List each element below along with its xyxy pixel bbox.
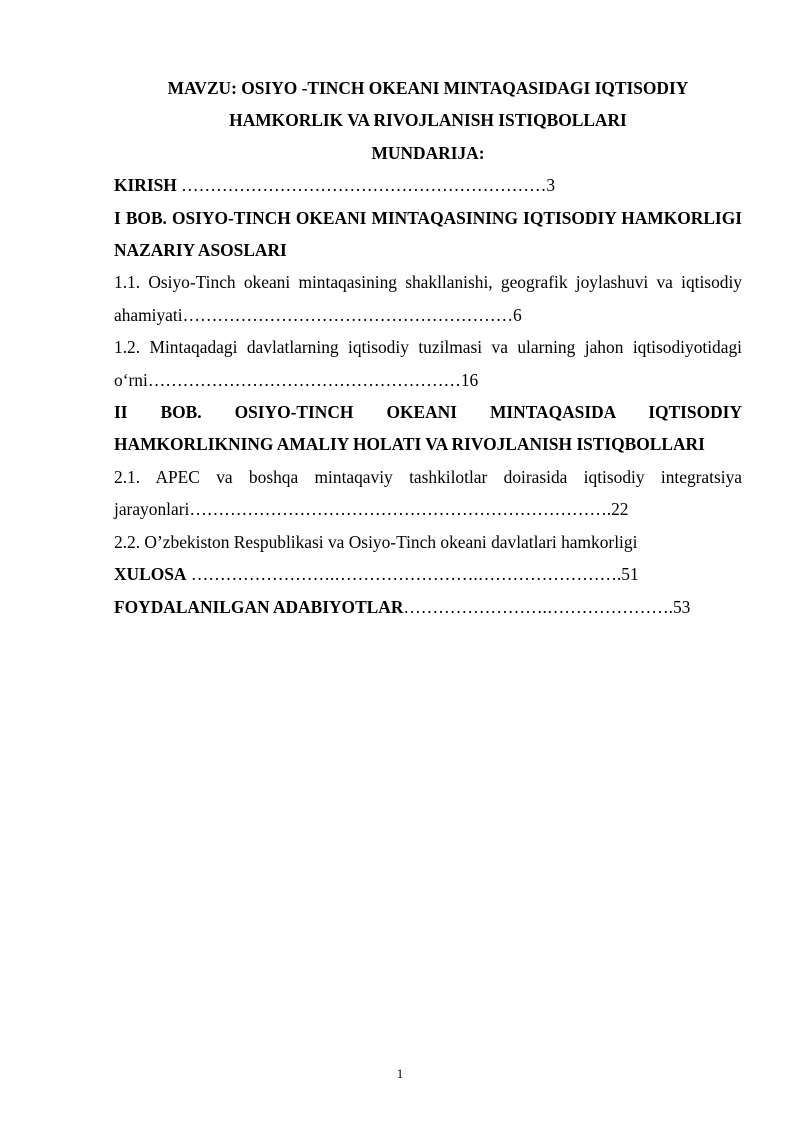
toc-entry-leader: ……………………………………………… bbox=[147, 369, 461, 390]
toc-entry-label: I BOB. OSIYO-TINCH OKEANI MINTAQASINING IQTISODIY HAMKORLIGI NAZARIY ASOSLARI bbox=[114, 207, 742, 261]
toc-heading: MUNDARIJA: bbox=[371, 142, 485, 163]
toc-entry-1-1 bbox=[114, 266, 742, 331]
toc-entry-page: 3 bbox=[546, 175, 556, 196]
toc-entry-xulosa bbox=[114, 558, 742, 590]
toc-entry-leader: ………………………………………………………………. bbox=[189, 499, 612, 520]
toc-entry-leader: …………………….…………………. bbox=[403, 596, 673, 617]
toc-entry-label: 2.1. APEC va boshqa mintaqaviy tashkilotlar doirasida iqtisodiy integratsiya jarayonlari bbox=[114, 466, 742, 520]
toc-entry-leader: ………………………………………………… bbox=[182, 304, 513, 325]
toc-entry-label: 2.2. O’zbekiston Respublikasi va Osiyo-Tinch okeani davlatlari hamkorligi bbox=[114, 531, 638, 552]
toc-entry-leader: ……………………………………………………… bbox=[176, 175, 547, 196]
toc-entry-page: 16 bbox=[460, 369, 479, 390]
toc-entry-2-1 bbox=[114, 461, 742, 526]
toc-entry-page: 53 bbox=[672, 596, 691, 617]
toc-entry-adabiyotlar bbox=[114, 591, 742, 623]
toc-entry-label: KIRISH bbox=[114, 175, 177, 196]
toc-entry-page: 51 bbox=[621, 564, 639, 585]
toc-entry-page: 22 bbox=[611, 499, 629, 520]
document-page bbox=[114, 72, 742, 623]
document-title-line-2: HAMKORLIK VA RIVOJLANISH ISTIQBOLLARI bbox=[229, 110, 627, 131]
toc-entry-label: XULOSA bbox=[114, 564, 187, 585]
toc-entry-leader: …………………….…………………….……………………. bbox=[186, 564, 622, 585]
toc-entry-label: 1.1. Osiyo-Tinch okeani mintaqasining shakllanishi, geografik joylashuvi va iqtisodiy ahamiyati bbox=[114, 272, 742, 325]
toc-entry-kirish bbox=[114, 169, 742, 201]
toc-entry-page: 6 bbox=[513, 304, 522, 325]
toc-entry-label: II BOB. OSIYO-TINCH OKEANI MINTAQASIDA IQTISODIY HAMKORLIKNING AMALIY HOLATI VA RIVOJLANISH ISTIQBOLLARI bbox=[114, 402, 742, 455]
toc-entry-label: FOYDALANILGAN ADABIYOTLAR bbox=[114, 596, 404, 617]
toc-entry-chapter-2 bbox=[114, 396, 742, 461]
page-number: 1 bbox=[396, 1066, 404, 1081]
toc-entry-label: 1.2. Mintaqadagi davlatlarning iqtisodiy tuzilmasi va ularning jahon iqtisodiyotidagi o‘rni bbox=[114, 337, 742, 390]
toc-entry-1-2 bbox=[114, 331, 742, 396]
toc-entry-chapter-1 bbox=[114, 202, 742, 267]
toc-entry-2-2 bbox=[114, 526, 742, 558]
document-title-line-1: MAVZU: OSIYO -TINCH OKEANI MINTAQASIDAGI IQTISODIY bbox=[167, 78, 689, 98]
